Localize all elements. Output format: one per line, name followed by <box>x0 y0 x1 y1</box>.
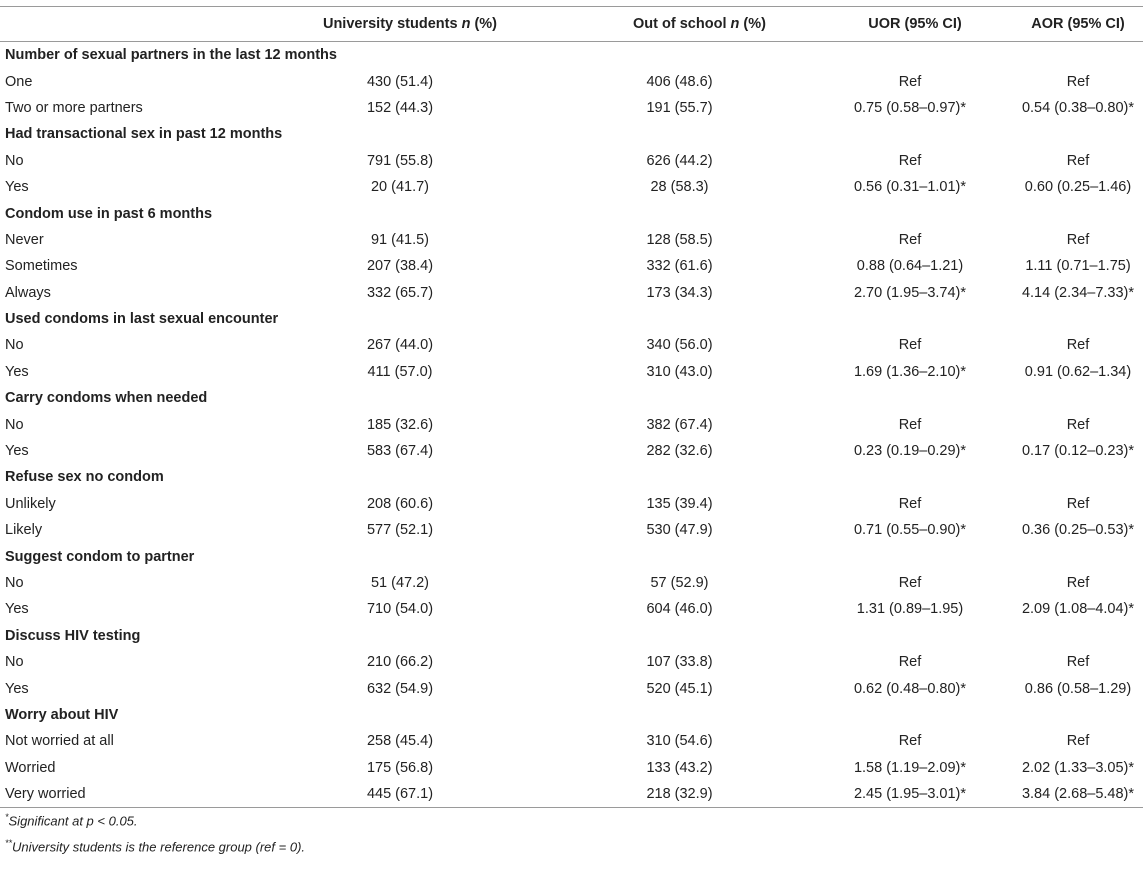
cell-aor: 0.60 (0.25–1.46) <box>1024 179 1132 196</box>
cell-out-of-school: 406 (48.6) <box>646 73 713 90</box>
section <box>0 42 1143 121</box>
section-title-text: Suggest condom to partner <box>5 548 195 565</box>
cell-uor: 1.69 (1.36–2.10)* <box>853 363 967 380</box>
cell-out-of-school: 310 (54.6) <box>646 733 713 750</box>
cell-uor: 0.23 (0.19–0.29)* <box>853 443 967 460</box>
section <box>0 121 1143 200</box>
cell-university: 51 (47.2) <box>370 575 430 591</box>
cell-university: 208 (60.6) <box>366 495 434 512</box>
table-row <box>0 359 1143 385</box>
results-table <box>0 6 1143 808</box>
section <box>0 543 1143 622</box>
cell-out-of-school: 133 (43.2) <box>646 759 713 776</box>
cell-uor: 0.75 (0.58–0.97)* <box>853 99 967 116</box>
table-row <box>0 570 1143 596</box>
cell-university: 632 (54.9) <box>366 680 434 697</box>
table-row <box>0 332 1143 358</box>
cell-uor: 1.58 (1.19–2.09)* <box>853 759 967 776</box>
table-row <box>0 781 1143 807</box>
cell-university: 411 (57.0) <box>367 363 433 380</box>
cell-uor: Ref <box>898 733 922 750</box>
table-row <box>0 755 1143 781</box>
cell-aor: Ref <box>1066 495 1090 512</box>
cell-uor: 0.62 (0.48–0.80)* <box>853 680 967 697</box>
cell-uor: Ref <box>898 231 922 248</box>
table-row <box>0 280 1143 306</box>
cell-university: 577 (52.1) <box>366 522 434 539</box>
cell-university: 267 (44.0) <box>366 337 434 354</box>
cell-uor: 1.31 (0.89–1.95) <box>856 601 964 618</box>
cell-university: 152 (44.3) <box>366 99 434 116</box>
section-title <box>0 121 1143 147</box>
row-label: Two or more partners <box>5 99 143 116</box>
row-label: Yes <box>5 601 29 618</box>
row-label: Very worried <box>5 786 86 803</box>
header-uor: UOR (95% CI) <box>868 16 962 32</box>
row-label: No <box>5 575 24 591</box>
cell-university: 91 (41.5) <box>370 231 430 248</box>
table-row <box>0 227 1143 253</box>
section-title <box>0 42 1143 68</box>
cell-out-of-school: 604 (46.0) <box>646 601 713 618</box>
cell-aor: 0.86 (0.58–1.29) <box>1024 680 1132 697</box>
table-row <box>0 438 1143 464</box>
cell-uor: Ref <box>898 654 922 671</box>
section-title <box>0 385 1143 411</box>
row-label: Yes <box>5 443 29 460</box>
row-label: No <box>5 654 24 671</box>
table-body <box>0 42 1143 807</box>
row-label: No <box>5 416 24 433</box>
cell-university: 175 (56.8) <box>366 759 434 776</box>
row-label: Yes <box>5 680 29 697</box>
cell-aor: Ref <box>1066 337 1090 354</box>
table-header <box>0 7 1143 41</box>
section-title-text: Had transactional sex in past 12 months <box>5 126 283 143</box>
table-row <box>0 174 1143 200</box>
table-row <box>0 517 1143 543</box>
cell-out-of-school: 340 (56.0) <box>646 337 713 354</box>
table-row <box>0 491 1143 517</box>
row-label: Sometimes <box>5 258 78 275</box>
row-label: Not worried at all <box>5 733 114 750</box>
cell-aor: 0.17 (0.12–0.23)* <box>1021 443 1135 460</box>
table-row <box>0 675 1143 701</box>
cell-university: 332 (65.7) <box>366 284 434 301</box>
section-title <box>0 543 1143 569</box>
cell-aor: Ref <box>1066 733 1090 750</box>
cell-aor: Ref <box>1066 231 1090 248</box>
cell-uor: Ref <box>898 73 922 90</box>
table-row <box>0 68 1143 94</box>
section <box>0 306 1143 385</box>
row-label: No <box>5 337 24 354</box>
cell-university: 710 (54.0) <box>366 601 434 618</box>
cell-out-of-school: 191 (55.7) <box>646 99 713 116</box>
cell-aor: 1.11 (0.71–1.75) <box>1025 258 1131 275</box>
section-title <box>0 702 1143 728</box>
section <box>0 464 1143 543</box>
table-row <box>0 95 1143 121</box>
section-title-text: Worry about HIV <box>5 706 119 723</box>
row-label: One <box>5 73 33 90</box>
cell-uor: Ref <box>898 575 922 591</box>
row-label: Unlikely <box>5 495 56 512</box>
cell-out-of-school: 626 (44.2) <box>646 152 713 169</box>
cell-uor: 0.71 (0.55–0.90)* <box>853 522 967 539</box>
section-title-text: Refuse sex no condom <box>5 469 164 486</box>
section-title <box>0 200 1143 226</box>
section-title-text: Number of sexual partners in the last 12 months <box>5 47 337 64</box>
cell-uor: 2.45 (1.95–3.01)* <box>853 786 967 803</box>
cell-university: 583 (67.4) <box>366 443 434 460</box>
table-row <box>0 649 1143 675</box>
footnote-2: **University students is the reference group (ref = 0). <box>5 838 306 855</box>
cell-out-of-school: 530 (47.9) <box>646 522 713 539</box>
header-out-of-school: Out of school n (%) <box>633 16 766 32</box>
cell-university: 430 (51.4) <box>366 73 434 90</box>
cell-uor: Ref <box>898 495 922 512</box>
cell-aor: 2.09 (1.08–4.04)* <box>1021 601 1135 618</box>
cell-out-of-school: 218 (32.9) <box>646 786 713 803</box>
section-title-text: Discuss HIV testing <box>5 627 141 644</box>
cell-aor: 0.36 (0.25–0.53)* <box>1021 522 1135 539</box>
cell-aor: Ref <box>1066 575 1090 591</box>
cell-out-of-school: 28 (58.3) <box>650 179 709 196</box>
cell-uor: 2.70 (1.95–3.74)* <box>853 284 967 301</box>
header-aor: AOR (95% CI) <box>1031 16 1125 32</box>
row-label: Yes <box>5 179 29 196</box>
cell-aor: Ref <box>1066 654 1090 671</box>
cell-university: 207 (38.4) <box>366 258 434 275</box>
cell-aor: Ref <box>1066 416 1090 433</box>
cell-out-of-school: 382 (67.4) <box>646 416 713 433</box>
cell-aor: 0.54 (0.38–0.80)* <box>1021 99 1135 116</box>
cell-uor: Ref <box>898 152 922 169</box>
cell-uor: Ref <box>898 337 922 354</box>
cell-out-of-school: 135 (39.4) <box>646 495 713 512</box>
cell-uor: 0.88 (0.64–1.21) <box>856 258 964 275</box>
cell-university: 445 (67.1) <box>366 786 434 803</box>
cell-out-of-school: 520 (45.1) <box>646 680 713 697</box>
cell-out-of-school: 57 (52.9) <box>650 575 709 591</box>
table-row <box>0 596 1143 622</box>
section-title-text: Used condoms in last sexual encounter <box>5 311 279 328</box>
cell-uor: 0.56 (0.31–1.01)* <box>853 179 967 196</box>
table-row <box>0 411 1143 437</box>
cell-out-of-school: 107 (33.8) <box>646 654 713 671</box>
section-title <box>0 306 1143 332</box>
cell-aor: Ref <box>1066 152 1090 169</box>
cell-out-of-school: 310 (43.0) <box>646 363 713 380</box>
section <box>0 623 1143 702</box>
cell-aor: 0.91 (0.62–1.34) <box>1024 363 1132 380</box>
cell-aor: Ref <box>1066 73 1090 90</box>
header-university: University students n (%) <box>322 16 498 32</box>
cell-out-of-school: 128 (58.5) <box>646 231 713 248</box>
footnote-1: *Significant at p < 0.05. <box>5 812 138 829</box>
cell-out-of-school: 282 (32.6) <box>646 443 713 460</box>
row-label: Yes <box>5 363 29 380</box>
cell-out-of-school: 173 (34.3) <box>646 284 713 301</box>
cell-university: 20 (41.7) <box>370 179 430 196</box>
cell-aor: 2.02 (1.33–3.05)* <box>1021 759 1135 776</box>
row-label: Likely <box>5 522 43 539</box>
cell-aor: 4.14 (2.34–7.33)* <box>1021 284 1135 301</box>
cell-aor: 3.84 (2.68–5.48)* <box>1021 786 1135 803</box>
row-label: Never <box>5 231 44 248</box>
table-row <box>0 148 1143 174</box>
section-title <box>0 464 1143 490</box>
section <box>0 200 1143 306</box>
section <box>0 702 1143 808</box>
section-title-text: Condom use in past 6 months <box>5 205 213 222</box>
row-label: No <box>5 152 24 169</box>
cell-uor: Ref <box>898 416 922 433</box>
footnotes <box>5 806 305 859</box>
table-row <box>0 728 1143 754</box>
row-label: Worried <box>5 759 56 776</box>
cell-university: 185 (32.6) <box>366 416 434 433</box>
section <box>0 385 1143 464</box>
cell-university: 791 (55.8) <box>366 152 434 169</box>
cell-out-of-school: 332 (61.6) <box>646 258 713 275</box>
table-row <box>0 253 1143 279</box>
row-label: Always <box>5 284 51 301</box>
cell-university: 258 (45.4) <box>366 733 434 750</box>
section-title-text: Carry condoms when needed <box>5 390 208 407</box>
section-title <box>0 623 1143 649</box>
cell-university: 210 (66.2) <box>366 654 434 671</box>
